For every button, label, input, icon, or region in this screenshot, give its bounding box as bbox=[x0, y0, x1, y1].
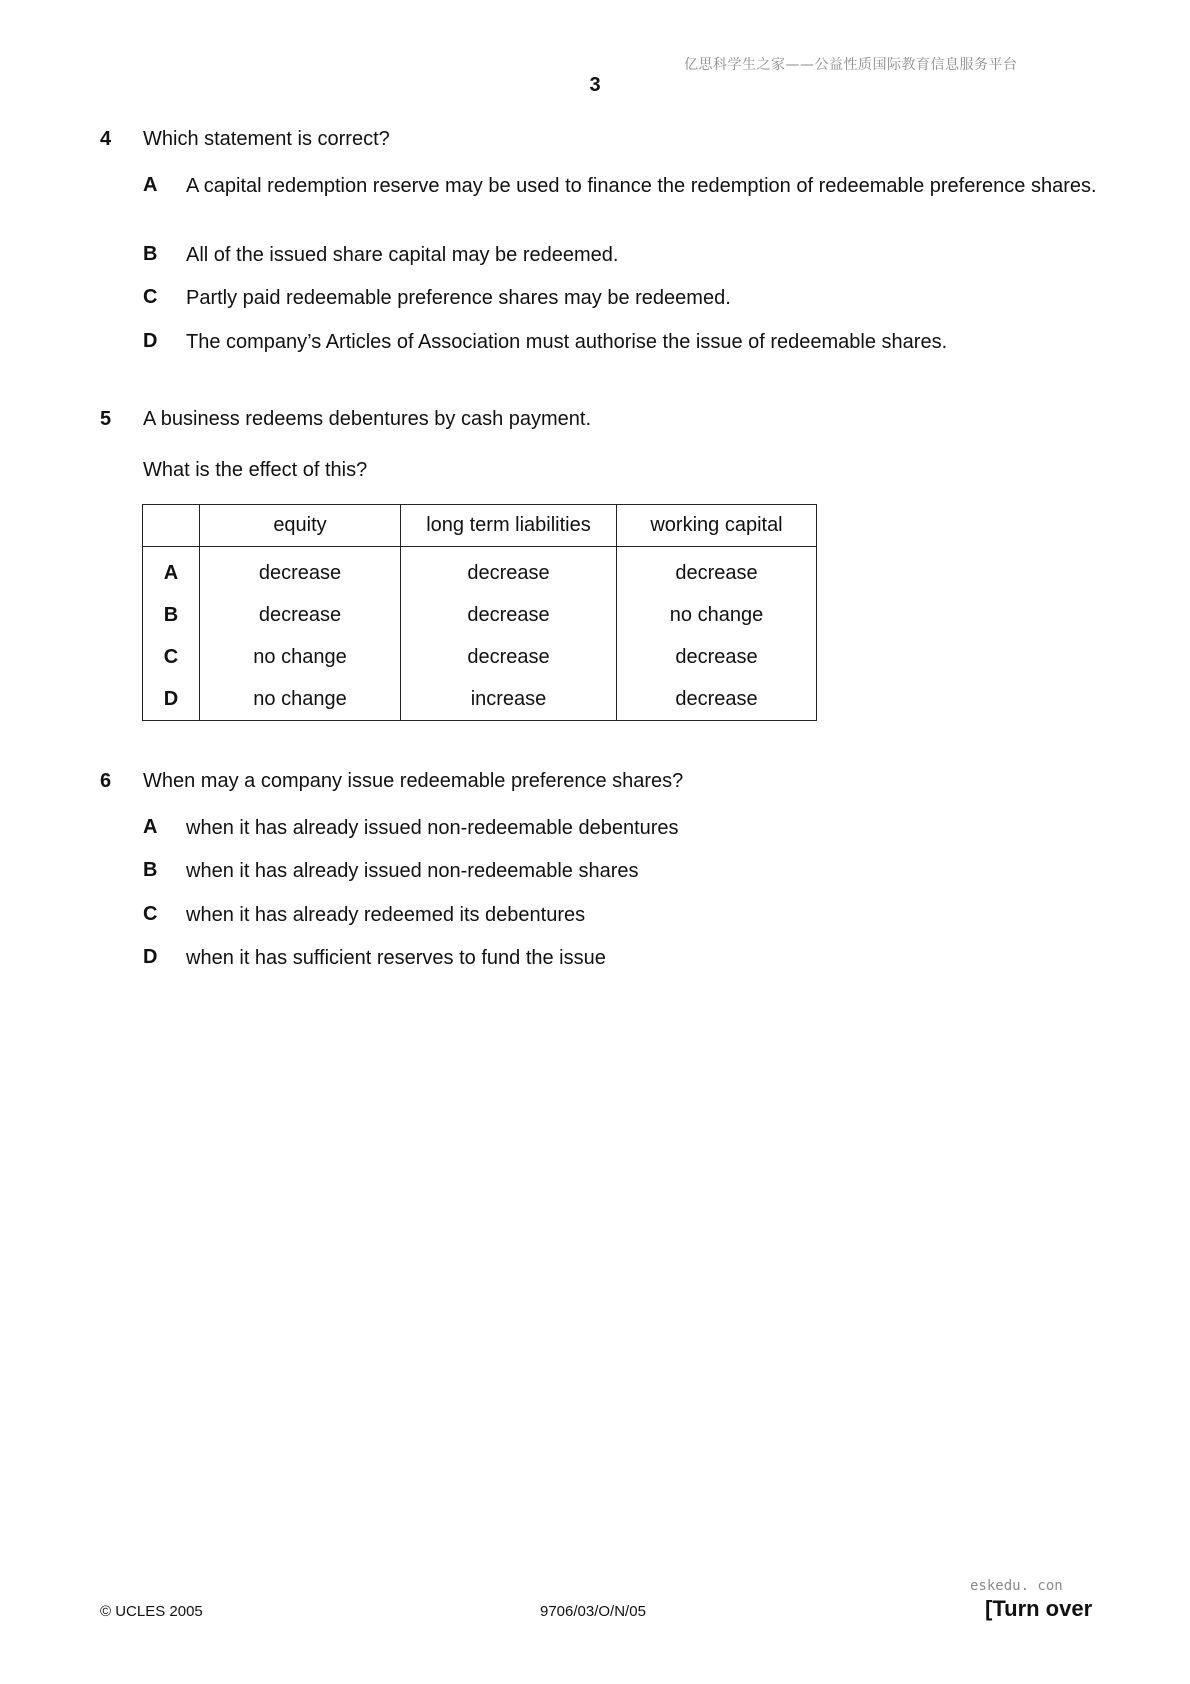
footer-watermark: eskedu. con bbox=[970, 1578, 1063, 1594]
option-text: The company’s Articles of Association must authorise the issue of redeemable shares. bbox=[186, 331, 948, 353]
header-watermark: 亿思科学生之家——公益性质国际教育信息服务平台 bbox=[684, 57, 1018, 73]
table-cell: decrease bbox=[401, 547, 617, 595]
table-header-cell: long term liabilities bbox=[401, 505, 617, 547]
option-letter: D bbox=[143, 946, 158, 968]
page-number: 3 bbox=[589, 74, 601, 96]
table-row bbox=[143, 636, 817, 678]
table-header-row bbox=[143, 505, 817, 547]
question-text: Which statement is correct? bbox=[143, 128, 390, 150]
table-cell: no change bbox=[617, 594, 817, 636]
row-letter: C bbox=[143, 636, 200, 678]
table-row bbox=[143, 594, 817, 636]
table-cell: decrease bbox=[401, 636, 617, 678]
row-letter: A bbox=[143, 547, 200, 595]
turn-over-label: [Turn over bbox=[985, 1596, 1093, 1621]
option-text: All of the issued share capital may be redeemed. bbox=[186, 244, 619, 266]
effect-table bbox=[142, 504, 817, 721]
table-header-cell bbox=[143, 505, 200, 547]
table-cell: increase bbox=[401, 678, 617, 721]
option-text: when it has sufficient reserves to fund the issue bbox=[186, 947, 606, 969]
option-text: when it has already issued non-redeemable debentures bbox=[186, 817, 679, 839]
question-text: A business redeems debentures by cash payment. bbox=[143, 408, 592, 430]
option-text: A capital redemption reserve may be used to finance the redemption of redeemable preference shares. bbox=[186, 175, 1097, 197]
table-header-cell: working capital bbox=[617, 505, 817, 547]
footer-copyright: © UCLES 2005 bbox=[100, 1603, 203, 1620]
table-cell: decrease bbox=[200, 594, 401, 636]
option-text: Partly paid redeemable preference shares may be redeemed. bbox=[186, 287, 731, 309]
option-letter: B bbox=[143, 859, 158, 881]
table-cell: decrease bbox=[617, 636, 817, 678]
option-letter: D bbox=[143, 330, 158, 352]
table-cell: decrease bbox=[617, 547, 817, 595]
question-number: 4 bbox=[100, 128, 112, 150]
row-letter: D bbox=[143, 678, 200, 721]
table-row bbox=[143, 678, 817, 721]
option-text: when it has already redeemed its debentures bbox=[186, 904, 586, 926]
question-text: When may a company issue redeemable preference shares? bbox=[143, 770, 684, 792]
table-cell: no change bbox=[200, 636, 401, 678]
option-letter: C bbox=[143, 903, 158, 925]
option-letter: A bbox=[143, 174, 158, 196]
option-text: when it has already issued non-redeemable shares bbox=[186, 860, 639, 882]
question-number: 5 bbox=[100, 408, 112, 430]
table-header-cell: equity bbox=[200, 505, 401, 547]
option-letter: A bbox=[143, 816, 158, 838]
row-letter: B bbox=[143, 594, 200, 636]
table-cell: decrease bbox=[401, 594, 617, 636]
question-number: 6 bbox=[100, 770, 112, 792]
footer-paper-code: 9706/03/O/N/05 bbox=[540, 1603, 646, 1620]
question-subtext: What is the effect of this? bbox=[143, 459, 368, 481]
table-row bbox=[143, 547, 817, 595]
table-cell: decrease bbox=[200, 547, 401, 595]
option-letter: B bbox=[143, 243, 158, 265]
option-letter: C bbox=[143, 286, 158, 308]
table-cell: no change bbox=[200, 678, 401, 721]
table-cell: decrease bbox=[617, 678, 817, 721]
